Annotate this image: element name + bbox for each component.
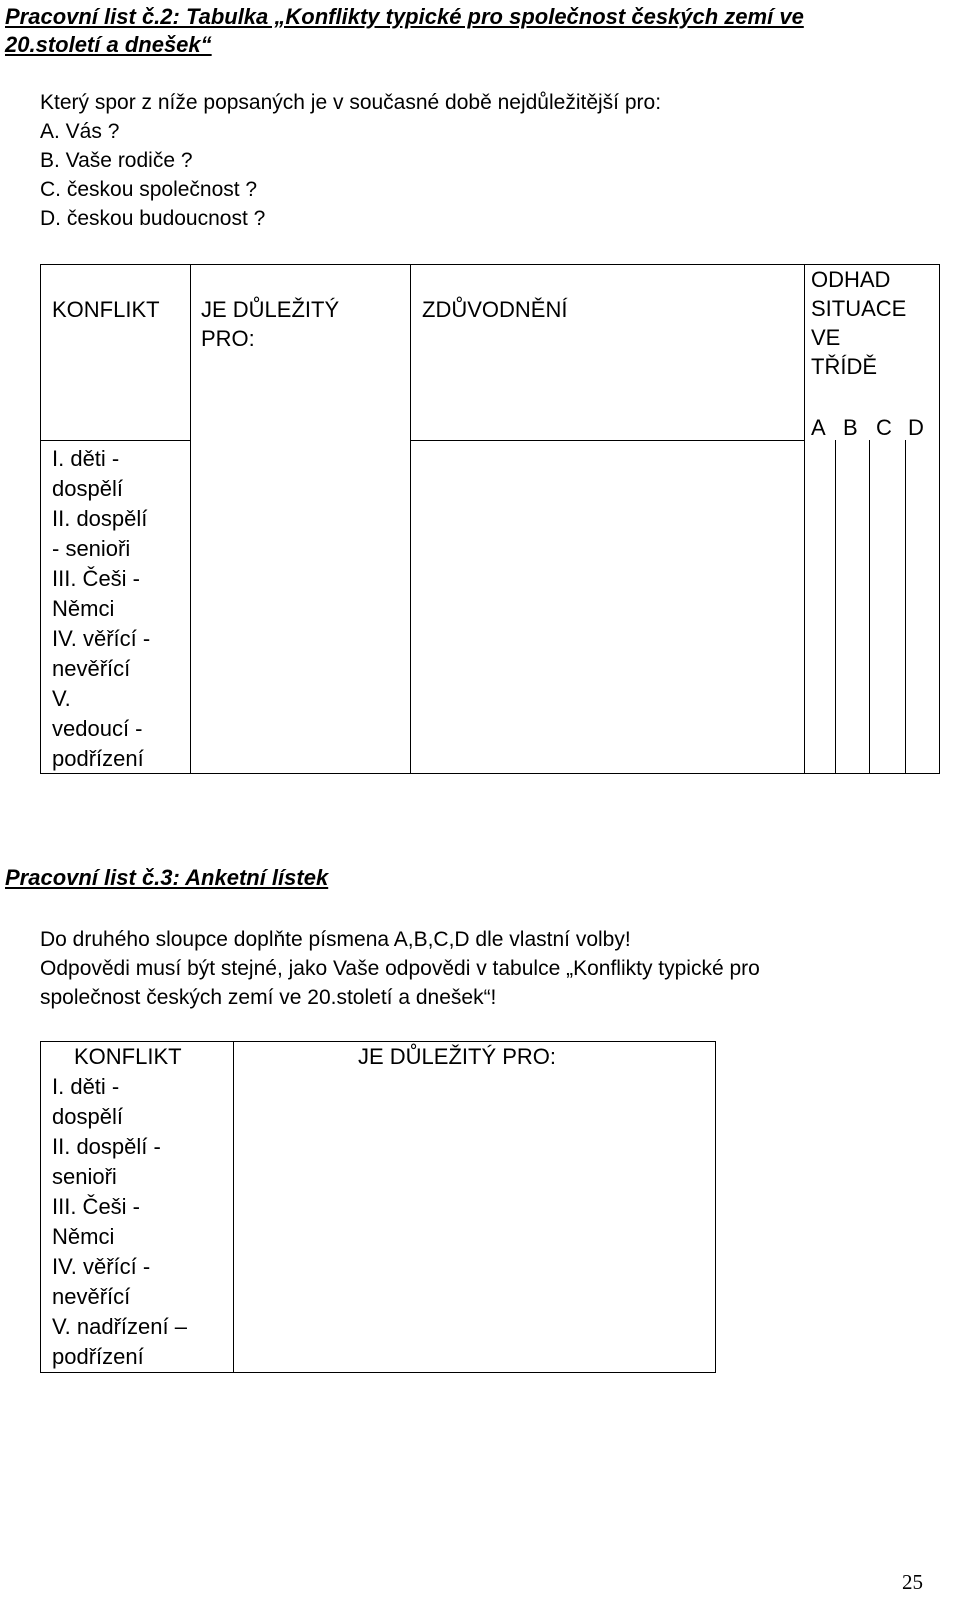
option-a: A. Vás ? xyxy=(40,120,120,143)
option-d: D. českou budoucnost ? xyxy=(40,207,266,230)
survey-conflict-line: podřízení xyxy=(52,1344,144,1369)
option-c: C. českou společnost ? xyxy=(40,178,258,201)
header-je-dulezity-line1: JE DŮLEŽITÝ xyxy=(201,297,340,322)
survey-header-dulezity: JE DŮLEŽITÝ PRO: xyxy=(358,1044,557,1069)
worksheet2-title-line2: 20.století a dnešek“ xyxy=(5,32,212,57)
conflict-line: IV. věřící - xyxy=(52,626,151,651)
header-odhad-line4: TŘÍDĚ xyxy=(811,354,877,379)
header-zduvodneni: ZDŮVODNĚNÍ xyxy=(422,297,568,322)
header-odhad-line1: ODHAD xyxy=(811,267,891,292)
survey-conflict-line: IV. věřící - xyxy=(52,1254,151,1279)
survey-conflict-line: III. Češi - xyxy=(52,1194,141,1219)
conflict-line: - senioři xyxy=(52,536,131,561)
survey-conflict-line: dospělí xyxy=(52,1104,123,1129)
option-b: B. Vaše rodiče ? xyxy=(40,149,193,172)
survey-header-konflikt: KONFLIKT xyxy=(74,1044,182,1069)
estimate-label-a: A xyxy=(811,415,826,440)
worksheet2-title-line1: Pracovní list č.2: Tabulka „Konflikty typické pro společnost českých zemí ve xyxy=(5,4,804,29)
instruction-line: Odpovědi musí být stejné, jako Vaše odpovědi v tabulce „Konflikty typické pro xyxy=(40,957,760,980)
header-konflikt: KONFLIKT xyxy=(52,297,160,322)
instruction-line: společnost českých zemí ve 20.století a dnešek“! xyxy=(40,986,497,1009)
page-number: 25 xyxy=(902,1570,923,1594)
conflict-line: Němci xyxy=(52,596,115,621)
survey-conflict-line: I. děti - xyxy=(52,1074,120,1099)
survey-conflict-line: senioři xyxy=(52,1164,117,1189)
conflict-line: vedoucí - xyxy=(52,716,143,741)
conflict-line: V. xyxy=(52,686,71,711)
survey-conflict-line: nevěřící xyxy=(52,1284,131,1309)
estimate-label-c: C xyxy=(876,415,892,440)
worksheet3-title: Pracovní list č.3: Anketní lístek xyxy=(5,865,329,890)
conflict-line: podřízení xyxy=(52,746,144,771)
conflict-line: III. Češi - xyxy=(52,566,141,591)
header-odhad-line2: SITUACE xyxy=(811,296,907,321)
header-odhad-line3: VE xyxy=(811,325,841,350)
instruction-line: Do druhého sloupce doplňte písmena A,B,C,D dle vlastní volby! xyxy=(40,928,631,951)
conflict-line: dospělí xyxy=(52,476,123,501)
estimate-label-b: B xyxy=(843,415,858,440)
survey-conflict-line: II. dospělí - xyxy=(52,1134,161,1159)
question-text: Který spor z níže popsaných je v současné době nejdůležitější pro: xyxy=(40,91,662,114)
conflict-line: nevěřící xyxy=(52,656,131,681)
survey-conflict-line: Němci xyxy=(52,1224,115,1249)
conflict-line: II. dospělí xyxy=(52,506,148,531)
conflict-line: I. děti - xyxy=(52,446,120,471)
estimate-label-d: D xyxy=(908,415,924,440)
survey-conflict-line: V. nadřízení – xyxy=(52,1314,187,1339)
header-je-dulezity-line2: PRO: xyxy=(201,326,255,351)
